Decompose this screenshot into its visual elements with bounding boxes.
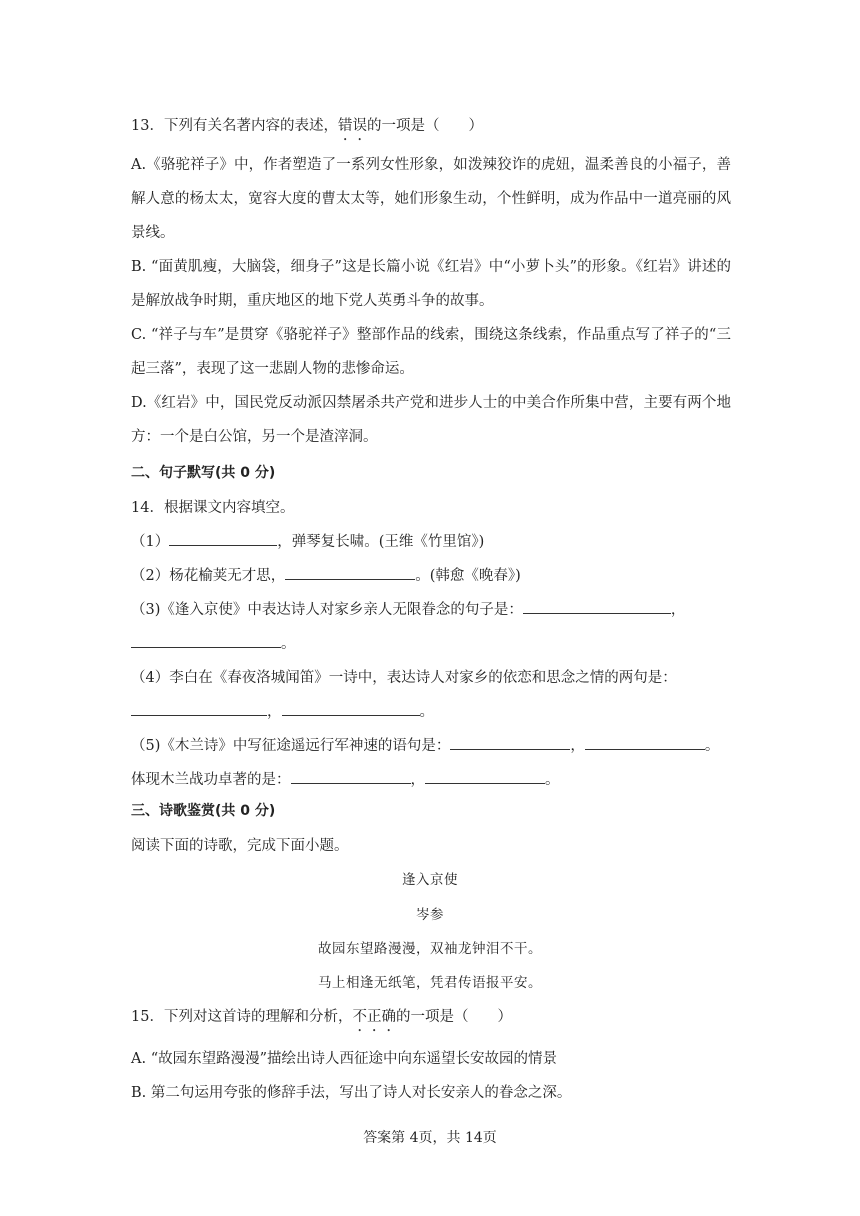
poem-line-2: 马上相逢无纸笔，凭君传语报平安。 — [318, 975, 542, 991]
question-15-option-b: B. 第二句运用夸张的修辞手法，写出了诗人对长安亲人的眷念之深。 — [131, 1085, 572, 1101]
answer-blank[interactable] — [425, 769, 545, 784]
answer-blank[interactable] — [131, 633, 281, 648]
emphasis-char: 确 — [381, 1009, 396, 1025]
emphasis-char: 不 — [352, 1009, 367, 1025]
fill-line-3-cont: 。 — [131, 632, 296, 653]
fill-line-4: （4）李白在《春夜洛城闻笛》一诗中，表达诗人对家乡的依恋和思念之情的两句是： — [131, 670, 677, 686]
fill-line-2: （2）杨花榆荚无才思， 。(韩愈《晚春》) — [131, 564, 521, 585]
emphasis-char: 误 — [352, 118, 367, 134]
poem-title: 逢入京使 — [402, 872, 458, 888]
question-13-option-b: B. “面黄肌瘦，大脑袋，细身子”这是长篇小说《红岩》中“小萝卜头”的形象。《红岩》讲述的是解放战争时期，重庆地区的地下党人英勇斗争的故事。 — [131, 259, 731, 309]
answer-blank[interactable] — [285, 565, 415, 580]
emphasis-char: 错 — [337, 118, 353, 134]
reading-instruction: 阅读下面的诗歌，完成下面小题。 — [131, 838, 349, 854]
question-13-option-c: C. “祥子与车”是贯穿《骆驼祥子》整部作品的线索，围绕这条线索，作品重点写了祥子的“三起三落”，表现了这一悲剧人物的悲惨命运。 — [131, 327, 731, 377]
fill-line-3: （3)《逢入京使》中表达诗人对家乡亲人无限眷念的句子是： ， — [131, 598, 685, 619]
emphasis-char: 正 — [366, 1009, 382, 1025]
answer-blank[interactable] — [169, 531, 277, 546]
answer-blank[interactable] — [282, 701, 420, 716]
question-13-stem: 13．下列有关名著内容的表述，错误的一项是（ ） — [131, 114, 483, 135]
poem-author: 岑参 — [416, 907, 444, 923]
fill-line-1: （1） ，弹琴复长啸。(王维《竹里馆》) — [131, 530, 484, 551]
answer-blank[interactable] — [585, 735, 705, 750]
answer-blank[interactable] — [291, 769, 411, 784]
poem-line-1: 故园东望路漫漫，双袖龙钟泪不干。 — [318, 941, 542, 957]
question-13-option-a: A.《骆驼祥子》中，作者塑造了一系列女性形象，如泼辣狡诈的虎妞，温柔善良的小福子，善解人意的杨太太，宽容大度的曹太太等，她们形象生动，个性鲜明，成为作品中一道亮丽的风景线。 — [131, 157, 731, 241]
question-15-stem: 15．下列对这首诗的理解和分析，不正确的一项是（ ） — [131, 1005, 512, 1026]
question-15-option-a: A. “故园东望路漫漫”描绘出诗人西征途中向东遥望长安故园的情景 — [131, 1051, 558, 1067]
fill-line-6: 体现木兰战功卓著的是： ， 。 — [131, 768, 560, 789]
answer-blank[interactable] — [450, 735, 570, 750]
question-13-option-d: D.《红岩》中，国民党反动派囚禁屠杀共产党和进步人士的中美合作所集中营，主要有两个地方：一个是白公馆，另一个是渣滓洞。 — [131, 395, 731, 445]
section-2-title: 二、句子默写(共 0 分) — [131, 465, 276, 481]
question-14-stem: 14．根据课文内容填空。 — [131, 500, 295, 516]
page-footer: 答案第 4页，共 14页 — [363, 1130, 497, 1146]
answer-blank[interactable] — [523, 599, 671, 614]
section-3-title: 三、诗歌鉴赏(共 0 分) — [131, 803, 276, 819]
answer-blank[interactable] — [131, 701, 267, 716]
fill-line-4-cont: ， 。 — [131, 700, 434, 721]
fill-line-5: （5)《木兰诗》中写征途遥远行军神速的语句是： ， 。 — [131, 734, 719, 755]
